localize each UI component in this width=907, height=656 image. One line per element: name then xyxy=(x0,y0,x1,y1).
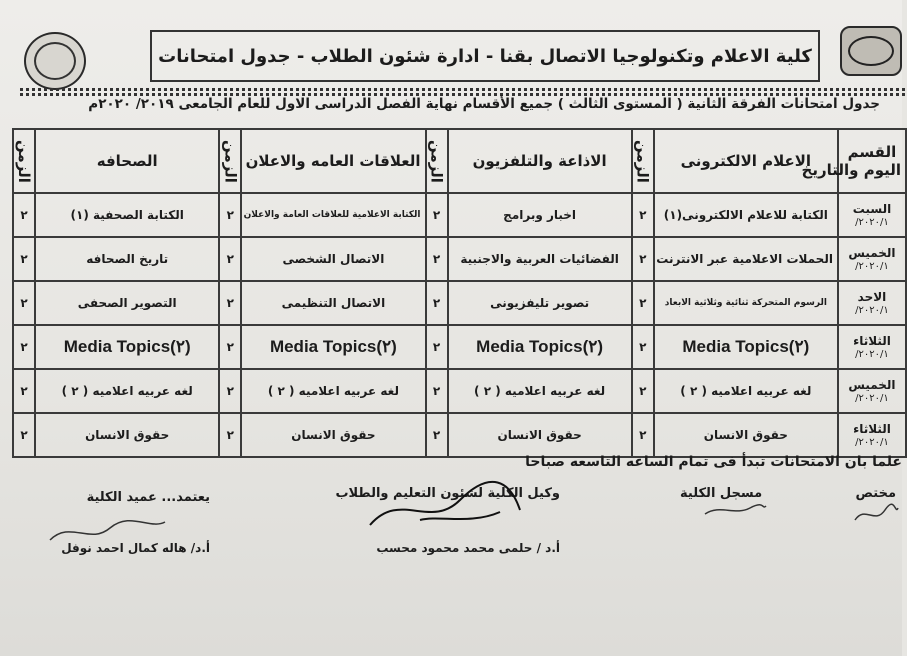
date-label: ٢٠٢٠/١/ xyxy=(855,348,889,360)
subject-cell: الكتابة للاعلام الالكترونى(١) xyxy=(654,193,838,237)
subject-cell: لغه عربيه اعلاميه ( ٢ ) xyxy=(35,369,219,413)
duration-cell: ٢ xyxy=(13,281,35,325)
department-header: العلاقات العامه والاعلان xyxy=(241,129,425,193)
duration-header: الزمن xyxy=(13,129,35,193)
vice-dean-title: وكيل الكلية لشئون التعليم والطلاب xyxy=(335,486,560,501)
department-header: الاذاعة والتلفزيون xyxy=(448,129,632,193)
duration-cell: ٢ xyxy=(426,237,448,281)
subject-cell: الكتابة الصحفية (١) xyxy=(35,193,219,237)
subject-cell: Media Topics(٢) xyxy=(35,325,219,369)
day-label: السبت xyxy=(852,202,892,217)
examiner-signature xyxy=(856,486,896,501)
duration-cell: ٢ xyxy=(632,413,654,457)
duration-cell: ٢ xyxy=(426,281,448,325)
table-row xyxy=(13,237,906,281)
dean-title: يعتمد... عميد الكلية xyxy=(86,490,210,505)
table-header-row xyxy=(13,129,906,193)
schedule-subtitle: جدول امتحانات الفرقة الثانية ( المستوى الثالث ) جميع الأقسام نهاية الفصل الدراسى الاول للعام الجامعى ٢٠١٩/ ٢٠٢٠م xyxy=(88,96,880,112)
dotted-divider xyxy=(20,88,905,91)
subject-cell: تصوير تليفزيونى xyxy=(448,281,632,325)
duration-cell: ٢ xyxy=(632,369,654,413)
department-header: الاعلام الالكترونى xyxy=(654,129,838,193)
duration-cell: ٢ xyxy=(632,193,654,237)
subject-cell: حقوق الانسان xyxy=(241,413,425,457)
department-header: الصحافه xyxy=(35,129,219,193)
subject-cell: Media Topics(٢) xyxy=(448,325,632,369)
corner-bottom-label: اليوم والتاريخ xyxy=(801,161,901,179)
duration-cell: ٢ xyxy=(219,413,241,457)
subject-cell: الاتصال الشخصى xyxy=(241,237,425,281)
subject-cell: الرسوم المتحركة ثنائية وثلاثية الابعاد xyxy=(654,281,838,325)
table-row xyxy=(13,193,906,237)
date-label: ٢٠٢٠/١/ xyxy=(855,436,889,448)
subject-cell: حقوق الانسان xyxy=(35,413,219,457)
subject-cell: التصوير الصحفى xyxy=(35,281,219,325)
subject-cell: لغه عربيه اعلاميه ( ٢ ) xyxy=(654,369,838,413)
day-date-cell xyxy=(838,369,906,413)
corner-header-cell xyxy=(801,129,906,193)
dean-name: أ.د/ هاله كمال احمد نوفل xyxy=(61,541,210,555)
registrar-signature xyxy=(680,486,762,501)
date-label: ٢٠٢٠/١/ xyxy=(855,392,889,404)
subject-cell: الكتابة الاعلامية للعلاقات العامة والاعلان xyxy=(241,193,425,237)
duration-cell: ٢ xyxy=(13,325,35,369)
document-header: كلية الاعلام وتكنولوجيا الاتصال بقنا - ادارة شئون الطلاب - جدول امتحانات xyxy=(150,30,820,82)
duration-cell: ٢ xyxy=(632,237,654,281)
duration-cell: ٢ xyxy=(632,325,654,369)
duration-cell: ٢ xyxy=(219,193,241,237)
duration-header: الزمن xyxy=(632,129,654,193)
day-label: الثلاثاء xyxy=(853,422,891,437)
duration-header: الزمن xyxy=(426,129,448,193)
exam-schedule-table xyxy=(12,128,907,458)
table-row xyxy=(13,281,906,325)
examiner-title: مختص xyxy=(855,486,896,501)
examiner-handwritten-signature xyxy=(850,500,900,528)
day-date-cell xyxy=(838,281,906,325)
start-time-note: علما بان الامتحانات تبدأ فى تمام الساعه التاسعه صباحا xyxy=(525,454,902,470)
duration-cell: ٢ xyxy=(13,369,35,413)
vice-dean-name: أ.د / حلمى محمد محمود محسب xyxy=(376,541,560,555)
day-label: الثلاثاء xyxy=(853,334,891,349)
duration-cell: ٢ xyxy=(219,325,241,369)
table-row xyxy=(13,369,906,413)
duration-cell: ٢ xyxy=(219,281,241,325)
day-label: الخميس xyxy=(848,246,896,261)
date-label: ٢٠٢٠/١/ xyxy=(855,216,889,228)
day-date-cell xyxy=(838,413,906,457)
duration-header: الزمن xyxy=(219,129,241,193)
dean-handwritten-signature xyxy=(40,510,170,550)
university-seal-left xyxy=(24,32,86,90)
subject-cell: تاريخ الصحافه xyxy=(35,237,219,281)
duration-cell: ٢ xyxy=(219,237,241,281)
subject-cell: Media Topics(٢) xyxy=(654,325,838,369)
college-logo-right xyxy=(840,26,902,76)
day-date-cell xyxy=(838,237,906,281)
duration-cell: ٢ xyxy=(13,413,35,457)
duration-cell: ٢ xyxy=(426,193,448,237)
subject-cell: اخبار وبرامج xyxy=(448,193,632,237)
duration-cell: ٢ xyxy=(632,281,654,325)
duration-cell: ٢ xyxy=(13,193,35,237)
table-row xyxy=(13,413,906,457)
day-date-cell xyxy=(838,325,906,369)
vice-dean-handwritten-signature xyxy=(360,470,530,540)
registrar-handwritten-signature xyxy=(700,500,770,520)
duration-cell: ٢ xyxy=(13,237,35,281)
day-label: الاحد xyxy=(857,290,887,305)
subject-cell: لغه عربيه اعلاميه ( ٢ ) xyxy=(448,369,632,413)
subject-cell: لغه عربيه اعلاميه ( ٢ ) xyxy=(241,369,425,413)
date-label: ٢٠٢٠/١/ xyxy=(855,304,889,316)
subject-cell: Media Topics(٢) xyxy=(241,325,425,369)
subject-cell: حقوق الانسان xyxy=(448,413,632,457)
subject-cell: الاتصال التنظيمى xyxy=(241,281,425,325)
registrar-title: مسجل الكلية xyxy=(680,486,763,501)
duration-cell: ٢ xyxy=(426,369,448,413)
subject-cell: الحملات الاعلامية عبر الانترنت xyxy=(654,237,838,281)
duration-cell: ٢ xyxy=(426,413,448,457)
corner-top-label: القسم xyxy=(847,143,897,161)
duration-cell: ٢ xyxy=(219,369,241,413)
date-label: ٢٠٢٠/١/ xyxy=(855,260,889,272)
subject-cell: الفضائيات العربية والاجنبية xyxy=(448,237,632,281)
table-row xyxy=(13,325,906,369)
day-label: الخميس xyxy=(848,378,896,393)
duration-cell: ٢ xyxy=(426,325,448,369)
subject-cell: حقوق الانسان xyxy=(654,413,838,457)
day-date-cell xyxy=(838,193,906,237)
